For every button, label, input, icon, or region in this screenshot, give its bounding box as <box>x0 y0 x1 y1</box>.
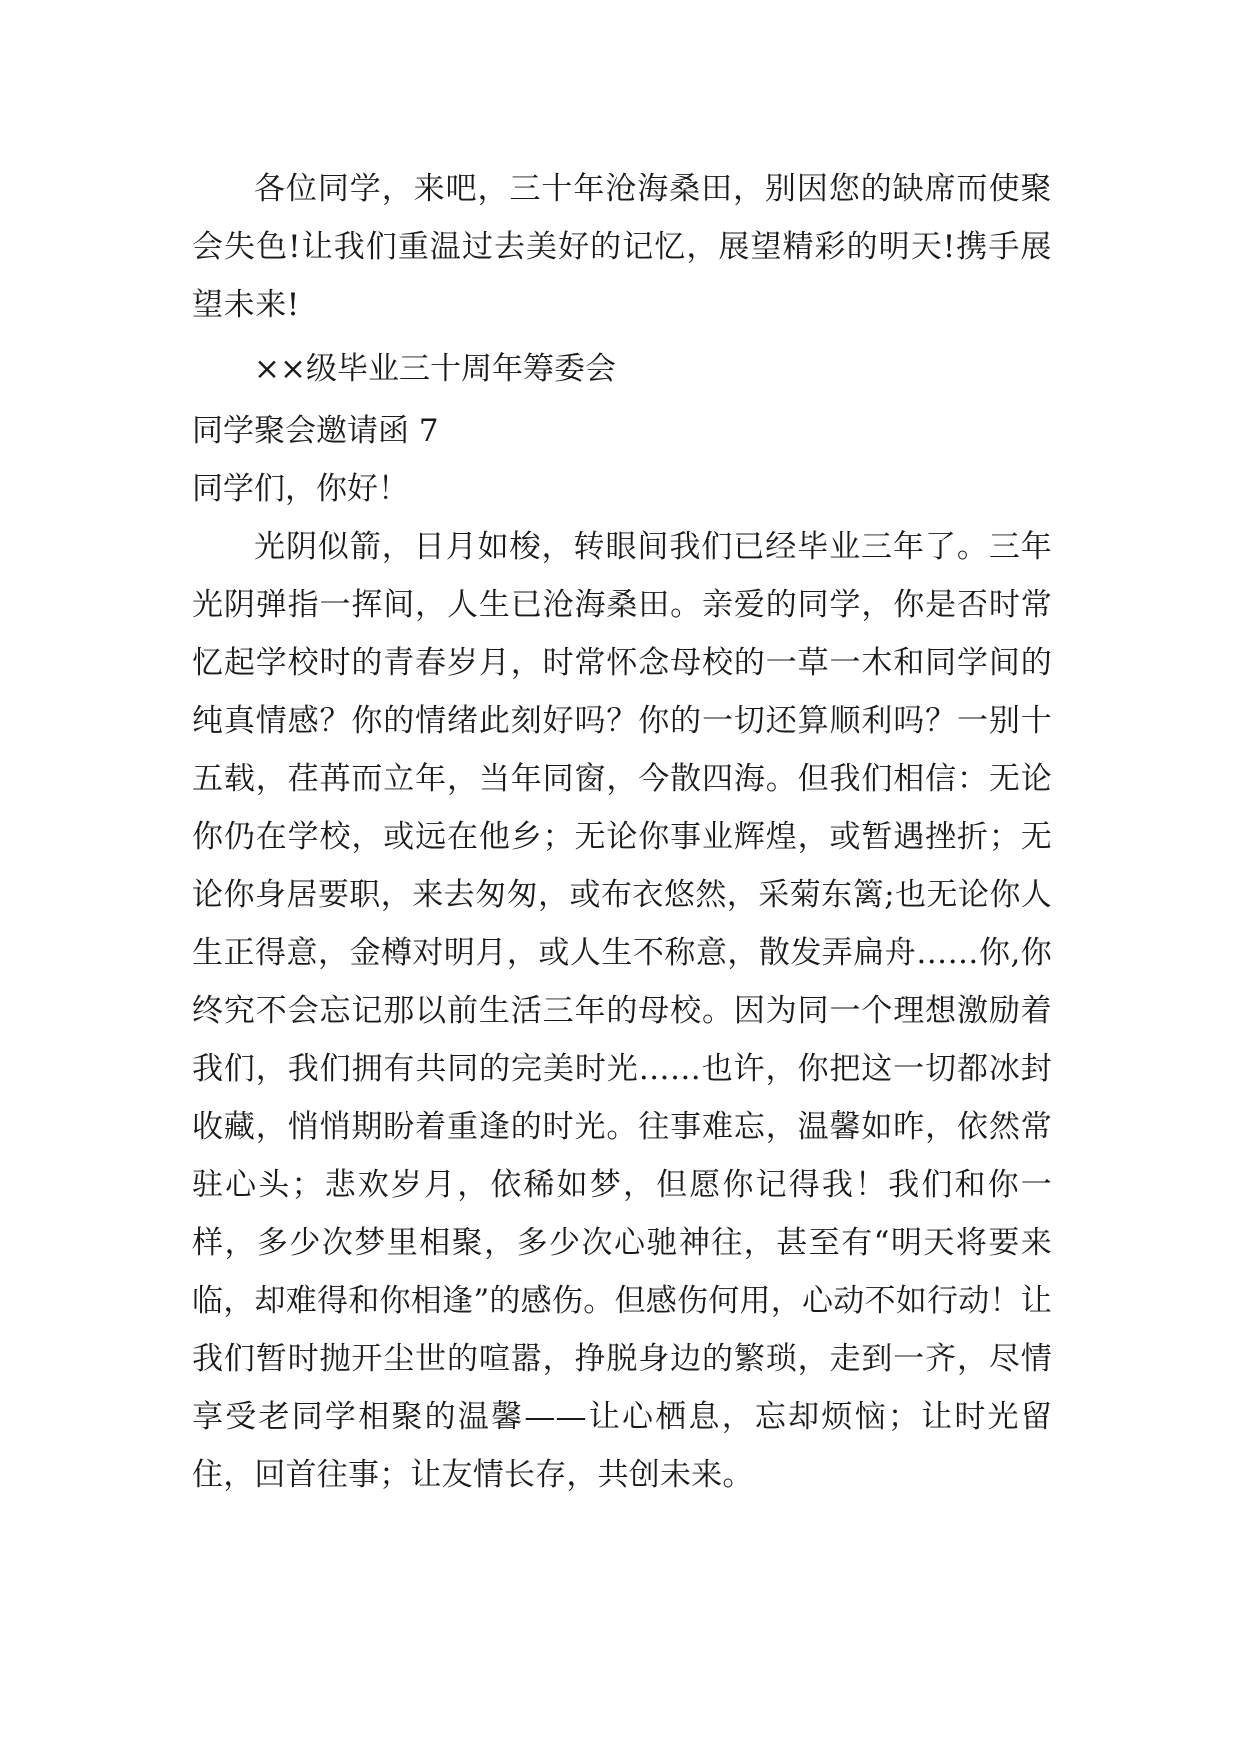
intro-paragraph: 各位同学，来吧，三十年沧海桑田，别因您的缺席而使聚会失色!让我们重温过去美好的记忆，展望精彩的明天!携手展望未来! <box>192 171 1052 323</box>
organizer-signature: ××级毕业三十周年筹委会 <box>254 351 616 387</box>
greeting: 同学们，你好！ <box>192 471 409 507</box>
document-content <box>192 160 1052 1504</box>
invitation-title: 同学聚会邀请函 7 <box>192 413 439 449</box>
body-paragraph: 光阴似箭，日月如梭，转眼间我们已经毕业三年了。三年光阴弹指一挥间，人生已沧海桑田。亲爱的同学，你是否时常忆起学校时的青春岁月，时常怀念母校的一草一木和同学间的纯真情感？你的情绪此刻好吗？你的一切还算顺利吗？一别十五载，荏苒而立年，当年同窗，今散四海。但我们相信：无论你仍在学校，或远在他乡；无论你事业辉煌，或暂遇挫折；无论你身居要职，来去匆匆，或布衣悠然，采菊东篱;也无论你人生正得意，金樽对明月，或人生不称意，散发弄扁舟……你,你终究不会忘记那以前生活三年的母校。因为同一个理想激励着我们，我们拥有共同的完美时光……也许，你把这一切都冰封收藏，悄悄期盼着重逢的时光。往事难忘，温馨如昨，依然常驻心头；悲欢岁月，依稀如梦，但愿你记得我！我们和你一样，多少次梦里相聚，多少次心驰神往，甚至有“明天将要来临，却难得和你相逢”的感伤。但感伤何用，心动不如行动！让我们暂时抛开尘世的喧嚣，挣脱身边的繁琐，走到一齐，尽情享受老同学相聚的温馨——让心栖息，忘却烦恼；让时光留住，回首往事；让友情长存，共创未来。 <box>192 529 1052 1493</box>
